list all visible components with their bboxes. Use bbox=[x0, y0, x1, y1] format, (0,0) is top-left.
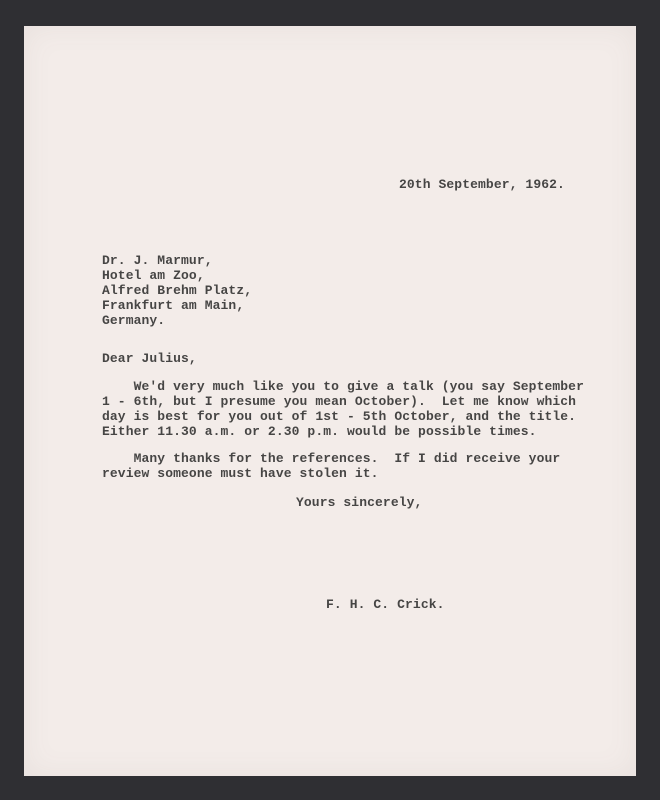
address-line: Dr. J. Marmur, bbox=[102, 253, 213, 268]
salutation: Dear Julius, bbox=[102, 351, 197, 366]
letter-sheet bbox=[24, 26, 636, 776]
paragraph-line: 1 - 6th, but I presume you mean October). Let me know which bbox=[102, 394, 577, 409]
paragraph-line: day is best for you out of 1st - 5th October, and the title. bbox=[102, 409, 577, 424]
address-line: Hotel am Zoo, bbox=[102, 268, 205, 283]
letter-date: 20th September, 1962. bbox=[399, 177, 565, 192]
closing: Yours sincerely, bbox=[296, 495, 423, 510]
paragraph-line: review someone must have stolen it. bbox=[102, 466, 379, 481]
paragraph-line: We'd very much like you to give a talk (you say September bbox=[102, 379, 584, 394]
address-line: Germany. bbox=[102, 313, 166, 328]
address-line: Alfred Brehm Platz, bbox=[102, 283, 253, 298]
paragraph-line: Many thanks for the references. If I did receive your bbox=[102, 451, 561, 466]
paragraph-line: Either 11.30 a.m. or 2.30 p.m. would be possible times. bbox=[102, 424, 537, 439]
signature: F. H. C. Crick. bbox=[326, 597, 445, 612]
address-line: Frankfurt am Main, bbox=[102, 298, 245, 313]
